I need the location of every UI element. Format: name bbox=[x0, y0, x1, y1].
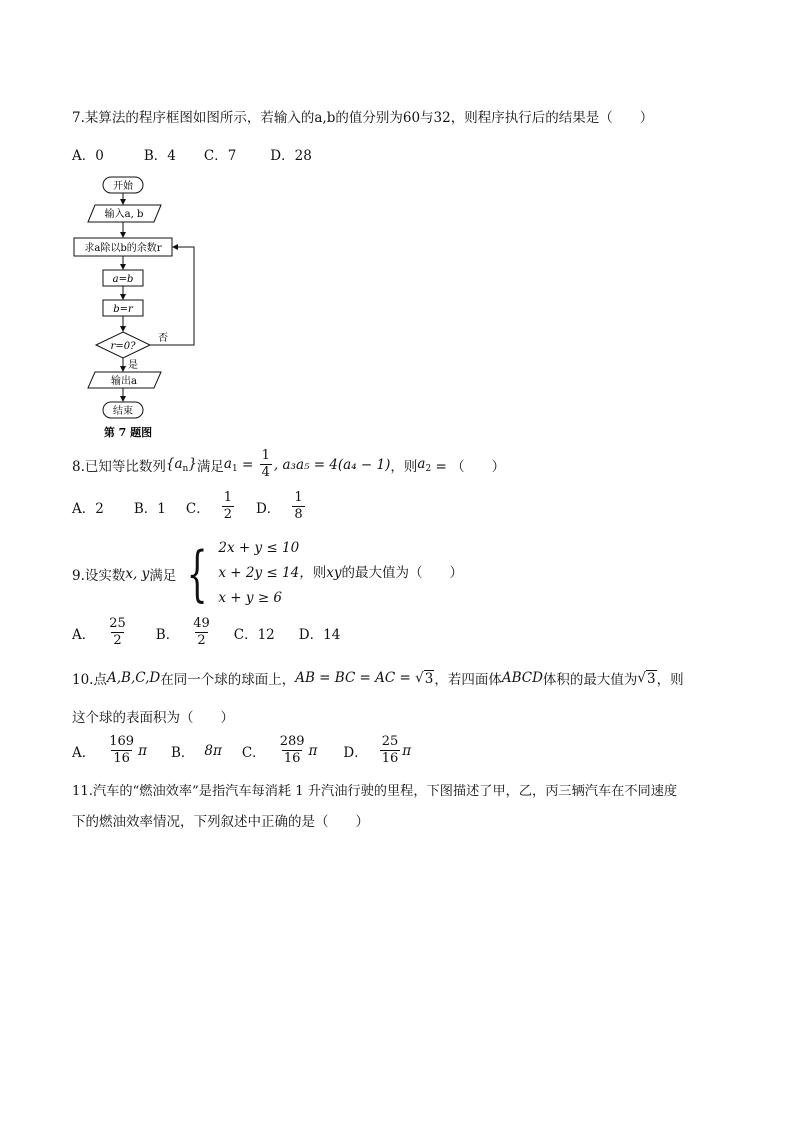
q9-option-b[interactable]: B． $\frac{49}{2}$ bbox=[155, 616, 210, 648]
q7-stem: 7.某算法的程序框图如图所示，若输入的a,b的值分别为60与32，则程序执行后的结果是（ ） bbox=[72, 110, 654, 126]
q9-option-c[interactable]: C．12 bbox=[233, 626, 275, 643]
q9-ineq-2: x + 2y ≤ 14，则xy的最大值为（ ） bbox=[218, 565, 463, 581]
q10-tetra: ABCD bbox=[501, 670, 543, 686]
q10-option-a[interactable]: A． $\frac{169}{16}$ π bbox=[72, 734, 147, 766]
flow-remainder-text: 求a除以b的余数r bbox=[84, 243, 162, 254]
q8-options bbox=[72, 490, 333, 523]
q10-line1 bbox=[72, 668, 684, 688]
q10-line2: 这个球的表面积为（ ） bbox=[72, 710, 234, 726]
q9-option-a[interactable]: A． $\frac{25}{2}$ bbox=[72, 616, 126, 648]
q8-eq: = bbox=[237, 456, 258, 473]
q9-stem: 9.设实数 x, y 满足 { 2x + y ≤ 10 x + 2y ≤ 14，则xy的最大值为（ ） x + y ≥ 6 bbox=[72, 536, 463, 611]
flow-start-text: 开始 bbox=[113, 181, 133, 192]
flow-end-text: 结束 bbox=[113, 406, 133, 417]
q10-text-b: 在同一个球的球面上， bbox=[160, 672, 296, 688]
q8-option-d[interactable]: D． $\frac{1}{8}$ bbox=[255, 490, 303, 522]
q9-ineq-1: 2x + y ≤ 10 bbox=[218, 540, 300, 556]
q10-equality: AB = BC = AC = bbox=[295, 670, 416, 686]
flow-caption: 第 7 题图 bbox=[103, 426, 153, 439]
flow-output-text: 输出a bbox=[111, 376, 137, 387]
q10-option-c[interactable]: C． $\frac{289}{16}$ π bbox=[241, 734, 318, 766]
q7-option-d[interactable]: D．28 bbox=[270, 148, 312, 164]
q8-ask-end: = （ ） bbox=[431, 458, 506, 475]
q10-options bbox=[72, 734, 437, 767]
flow-decision-text: r=0? bbox=[110, 341, 136, 352]
q9-mid: 满足 bbox=[149, 567, 177, 584]
q8-cond2: , a₃a₅ = 4(a₄ − 1) bbox=[273, 456, 391, 473]
q11-line2: 下的燃油效率情况，下列叙述中正确的是（ ） bbox=[72, 814, 369, 830]
q10-root-2: √ 3 bbox=[637, 669, 656, 687]
q8-cond1: $a_1$ bbox=[223, 455, 238, 474]
q8-ask: $a_2$ bbox=[417, 455, 432, 474]
q8-seq: $\{a_n\}$ bbox=[165, 455, 197, 474]
q8-option-b[interactable]: B．1 bbox=[133, 500, 166, 517]
flow-assign-a-text: a=b bbox=[112, 274, 134, 285]
flow-input-text: 输入a, b bbox=[104, 209, 144, 220]
q10-text-e: ，则 bbox=[656, 672, 684, 688]
q10-points: A,B,C,D bbox=[106, 670, 161, 686]
flow-no-label: 否 bbox=[158, 333, 168, 344]
q9-options bbox=[72, 616, 366, 649]
q8-fraction: $\frac{1}{4}$ bbox=[261, 448, 270, 480]
q11-line1: 11.汽车的“燃油效率”是指汽车每消耗 1 升汽油行驶的里程，下图描述了甲，乙，丙三辆汽车在不同速度 bbox=[72, 784, 678, 799]
q10-prefix: 10.点 bbox=[72, 672, 107, 688]
q7-option-a[interactable]: A．0 bbox=[72, 148, 104, 164]
q9-vars: x, y bbox=[125, 565, 150, 582]
q10-text-c: ，若四面体 bbox=[434, 672, 502, 688]
q7-option-b[interactable]: B．4 bbox=[143, 148, 176, 164]
flow-assign-b-text: b=r bbox=[113, 304, 133, 315]
q9-system bbox=[218, 536, 463, 611]
q8-option-c[interactable]: C． $\frac{1}{2}$ bbox=[185, 490, 232, 522]
q9-prefix: 9.设实数 bbox=[72, 567, 126, 584]
q8-prefix: 8.已知等比数列 bbox=[72, 458, 166, 475]
q8-stem bbox=[72, 448, 505, 481]
q9-tail: 则xy的最大值为（ ） bbox=[312, 565, 463, 581]
flow-yes-label: 是 bbox=[128, 360, 138, 371]
q10-option-d[interactable]: D． $\frac{25}{16}$ π bbox=[343, 734, 412, 766]
q7-flowchart bbox=[70, 172, 210, 442]
q8-option-a[interactable]: A．2 bbox=[72, 500, 104, 517]
q8-mid: 满足 bbox=[196, 458, 224, 475]
q7-options bbox=[72, 144, 338, 164]
q10-option-b[interactable]: B． 8π bbox=[170, 742, 222, 761]
q10-root-1: √ 3 bbox=[415, 669, 434, 687]
q7-option-c[interactable]: C．7 bbox=[203, 148, 237, 164]
q9-ineq-3: x + y ≥ 6 bbox=[218, 590, 283, 606]
q8-end: ，则 bbox=[390, 458, 418, 475]
q10-text-d: 体积的最大值为 bbox=[542, 672, 638, 688]
q9-option-d[interactable]: D．14 bbox=[298, 626, 341, 643]
